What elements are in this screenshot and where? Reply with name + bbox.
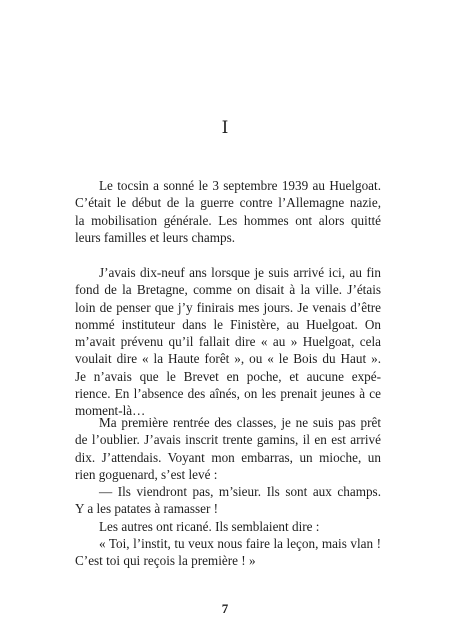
text-line: m’avait prévenu qu’il fallait dire « au » Huelgoat, cela (75, 334, 381, 350)
text-line: J’avais dix-neuf ans lorsque je suis arrivé ici, au fin (99, 265, 381, 280)
text-line: loin de penser que j’y finirais mes jours. Je venais d’être (75, 299, 381, 315)
paragraph-1 (75, 177, 381, 246)
text-line: Je n’avais que le Brevet en poche, et aucune expé- (75, 368, 381, 384)
text-line: C’était le début de la guerre contre l’Allemagne nazie, (75, 195, 381, 211)
text-line: de l’oublier. J’avais inscrit trente gamins, il en est arrivé (75, 432, 381, 448)
text-line: rien goguenard, s’est levé : (75, 466, 218, 482)
text-line: la mobilisation générale. Les hommes ont alors quitté (75, 212, 381, 228)
paragraph-2 (75, 264, 381, 420)
chapter-number: I (221, 118, 229, 138)
text-line: moment-là… (75, 403, 146, 419)
text-line: Ma première rentrée des classes, je ne suis pas prêt (99, 415, 381, 430)
text-line: nommé instituteur dans le Finistère, au Huelgoat. On (75, 316, 381, 332)
dialogue-line: Y a les patates à ramasser ! (75, 501, 219, 517)
paragraph-3 (75, 414, 381, 570)
dialogue-line: — Ils viendront pas, m’sieur. Ils sont aux champs. (99, 484, 381, 500)
text-line: Les autres ont ricané. Ils semblaient dire : (99, 518, 320, 534)
quote-line: C’est toi qui reçois la première ! » (75, 553, 256, 569)
text-line: leurs familles et leurs champs. (75, 229, 236, 245)
text-line: fond de la Bretagne, comme on disait à la ville. J’étais (75, 282, 381, 298)
page-number: 7 (221, 601, 229, 616)
text-line: Le tocsin a sonné le 3 septembre 1939 au Huelgoat. (99, 178, 381, 193)
text-line: dix. J’attendais. Voyant mon embarras, un mioche, un (75, 449, 381, 465)
text-line: rience. En l’absence des aînés, on les prenait jeunes à ce (75, 386, 381, 402)
quote-line: « Toi, l’instit, tu veux nous faire la leçon, mais vlan ! (99, 536, 381, 552)
text-line: voulait dire « la Haute forêt », ou « le Bois du Haut ». (75, 351, 381, 367)
